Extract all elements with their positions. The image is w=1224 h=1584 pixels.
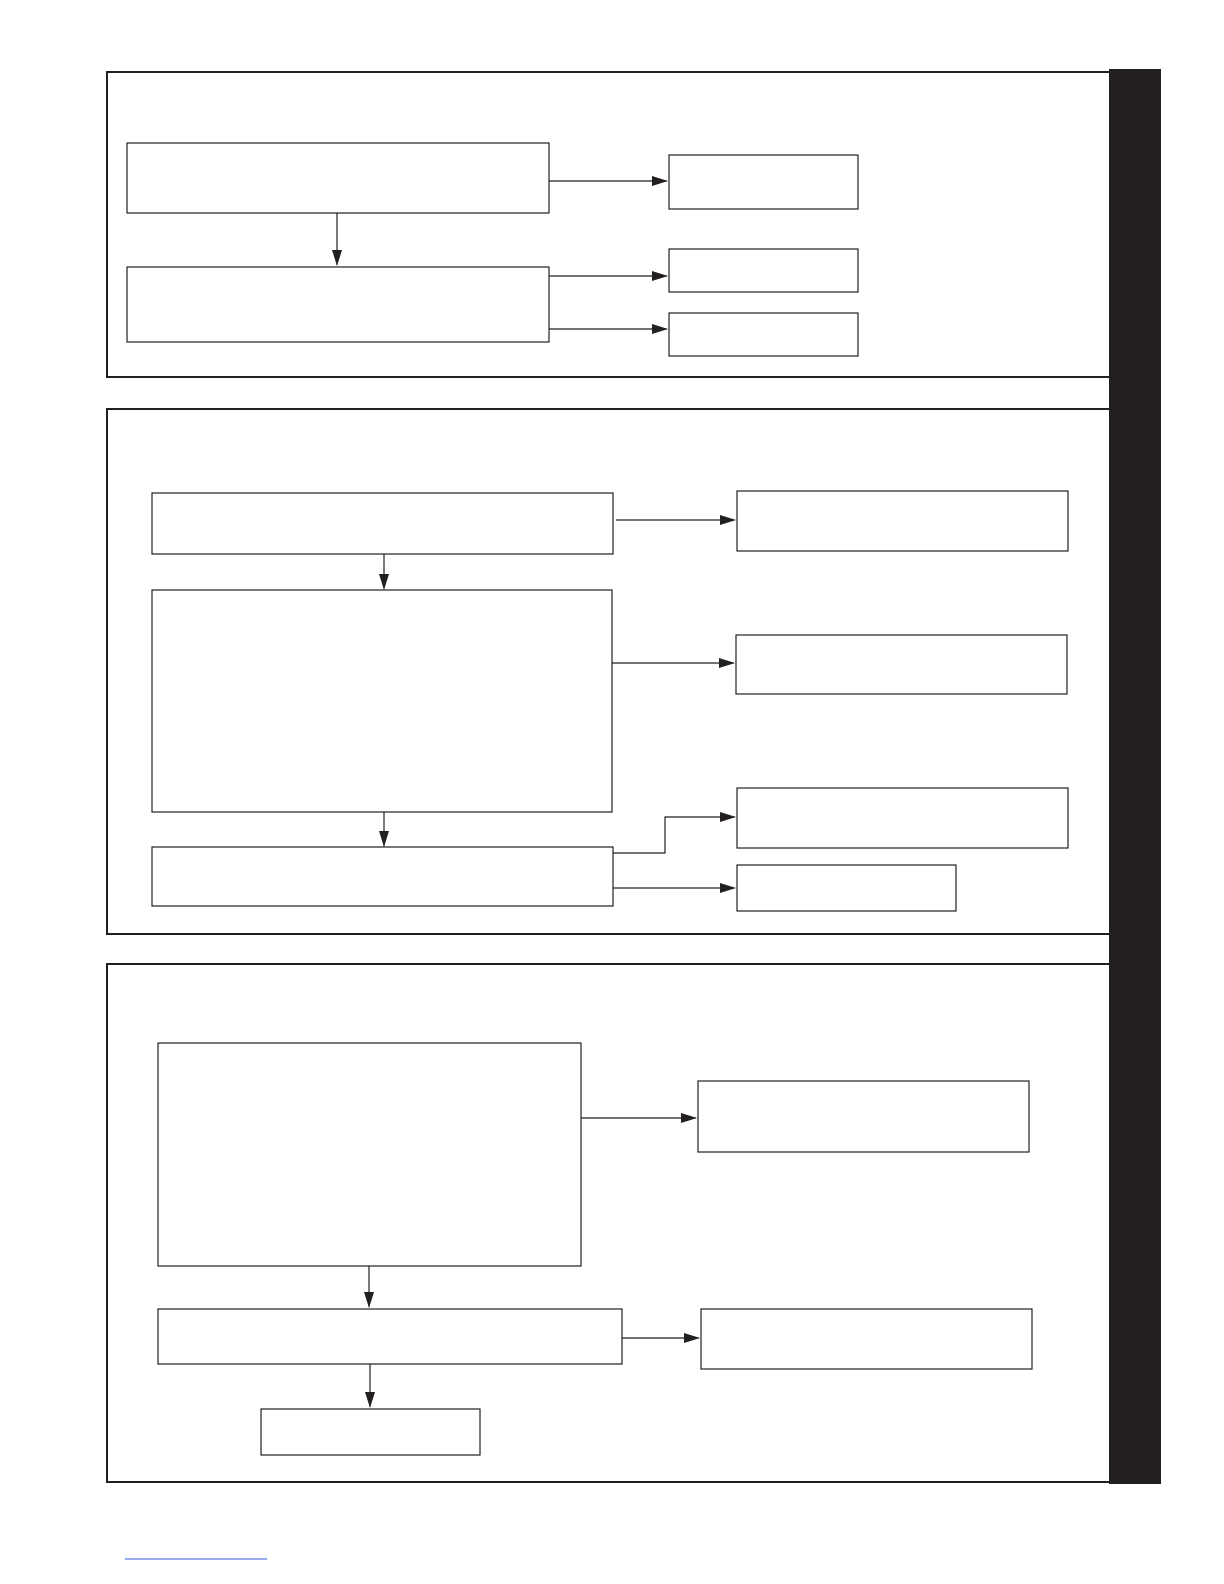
p2-result-1-box (737, 491, 1068, 551)
p2-result-3-box (737, 788, 1068, 848)
p2-result-2-box (736, 635, 1067, 694)
p2-step-2-box (152, 590, 612, 812)
p2-result-4-box (737, 865, 956, 911)
p3-step-2-box (158, 1309, 622, 1364)
panel-1 (107, 72, 1110, 377)
p2-step-1-box (152, 493, 613, 554)
p1-result-2-box (669, 249, 858, 292)
p3-result-1-box (698, 1081, 1029, 1152)
p1-result-1-box (669, 155, 858, 209)
p3-step-3-box (261, 1409, 480, 1455)
p1-step-1-box (127, 143, 549, 213)
p1-step-2-box (127, 267, 549, 342)
side-tab-bar (1109, 69, 1161, 1484)
p3-result-2-box (701, 1309, 1032, 1369)
panel-3 (107, 964, 1110, 1482)
p3-step-1-box (158, 1043, 581, 1266)
p1-result-3-box (669, 313, 858, 356)
panel-2 (107, 409, 1110, 934)
p2-step-3-box (152, 847, 613, 906)
